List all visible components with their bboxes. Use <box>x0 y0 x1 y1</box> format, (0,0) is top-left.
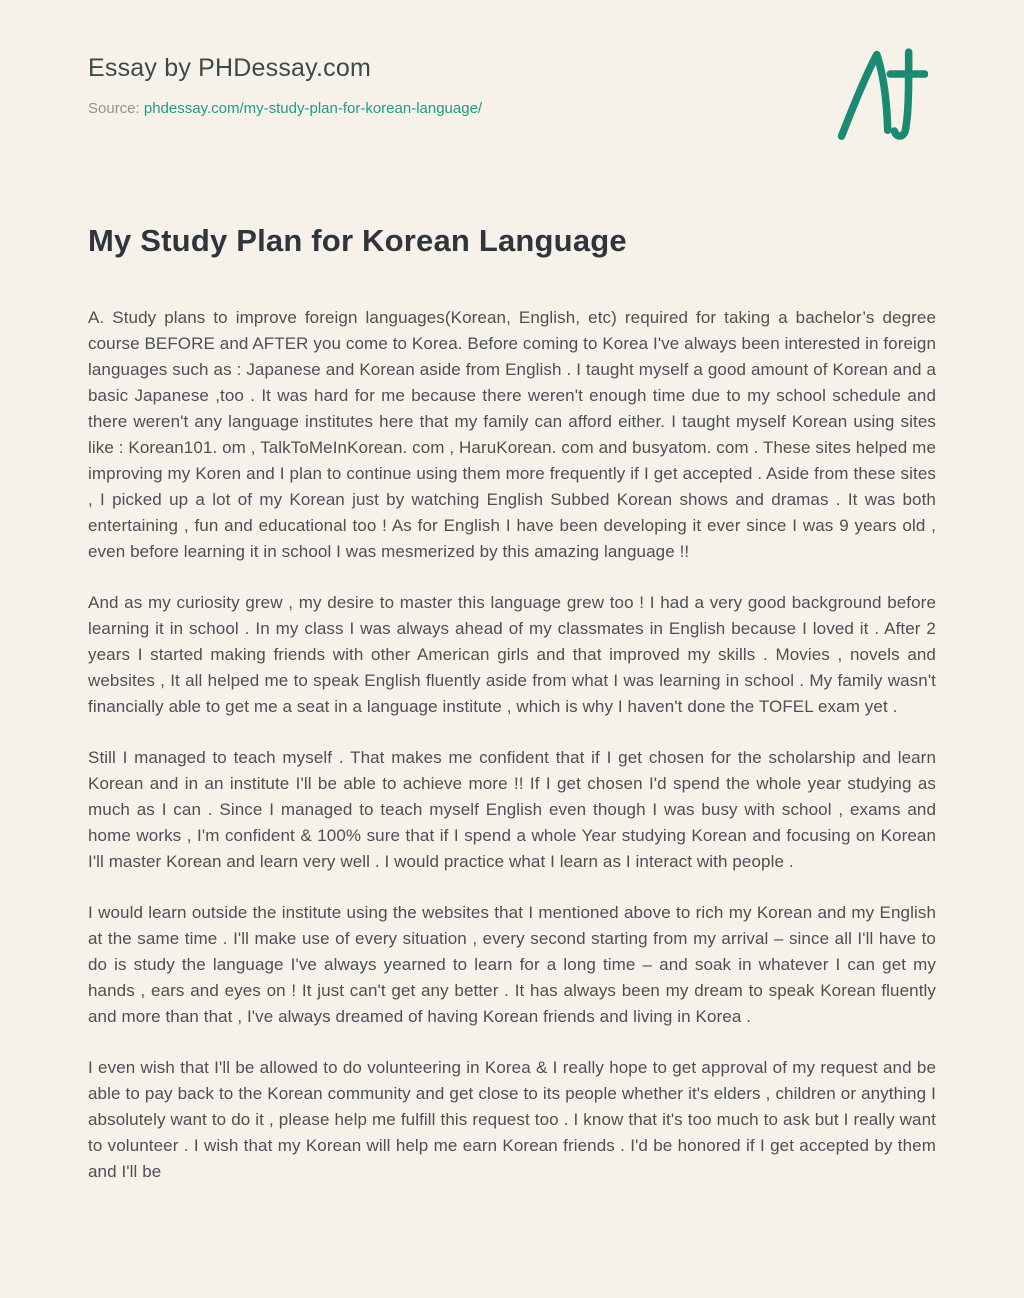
article-paragraph: I would learn outside the institute using the websites that I mentioned above to rich my Korean and my English at the same time . I'll make use of every situation , every second starting from my arrival – since all I'll have to do is study the language I've always yearned to learn for a long time – and soak in whatever I can get my hands , ears and eyes on ! It just can't get any better . It has always been my dream to speak Korean fluently and more than that , I've always dreamed of having Korean friends and living in Korea . <box>88 903 936 1026</box>
header-text-block <box>88 46 482 117</box>
article-paragraph: A. Study plans to improve foreign languages(Korean, English, etc) required for taking a bachelor’s degree course BEFORE and AFTER you come to Korea. Before coming to Korea I've always been interested in foreign languages such as : Japanese and Korean aside from English . I taught myself a good amount of Korean and a basic Japanese ,too . It was hard for me because there weren't enough time due to my school schedule and there weren't any language institutes here that my family can afford either. I taught myself Korean using sites like : Korean101. om , TalkToMeInKorean. com , HaruKorean. com and busyatom. com . These sites helped me improving my Koren and I plan to continue using them more frequently if I get accepted . Aside from these sites , I picked up a lot of my Korean just by watching English Subbed Korean shows and dramas . It was both entertaining , fun and educational too ! As for English I have been developing it ever since I was 9 years old , even before learning it in school I was mesmerized by this amazing language !! <box>88 308 937 561</box>
byline: Essay by PHDessay.com <box>88 54 371 82</box>
article-paragraph: I even wish that I'll be allowed to do volunteering in Korea & I really hope to get approval of my request and be able to pay back to the Korean community and get close to its people whether it's elders , children or anything I absolutely want to do it , please help me fulfill this request too . I know that it's too much to ask but I really want to volunteer . I wish that my Korean will help me earn Korean friends . I'd be honored if I get accepted by them and I'll be <box>88 1058 936 1181</box>
article-paragraph: And as my curiosity grew , my desire to master this language grew too ! I had a very good background before learning it in school . In my class I was always ahead of my classmates in English because I loved it . After 2 years I started making friends with other American girls and that improved my skills . Movies , novels and websites , It all helped me to speak English fluently aside from what I was learning in school . My family wasn't financially able to get me a seat in a language institute , which is why I haven't done the TOFEL exam yet . <box>88 593 936 716</box>
page-header <box>88 46 936 149</box>
article-paragraph: Still I managed to teach myself . That makes me confident that if I get chosen for the scholarship and learn Korean and in an institute I'll be able to achieve more !! If I get chosen I'd spend the whole year studying as much as I can . Since I managed to teach myself English even though I was busy with school , exams and home works , I'm confident & 100% sure that if I spend a whole Year studying Korean and focusing on Korean I'll master Korean and learn very well . I would practice what I learn as I interact with people . <box>88 748 936 871</box>
source-line <box>88 100 482 117</box>
source-label: Source: <box>88 100 140 117</box>
source-url-link[interactable]: phdessay.com/my-study-plan-for-korean-language/ <box>143 100 483 117</box>
phdessay-a-plus-logo-icon <box>834 46 928 149</box>
article-title: My Study Plan for Korean Language <box>88 223 627 258</box>
article-body <box>88 305 936 1185</box>
